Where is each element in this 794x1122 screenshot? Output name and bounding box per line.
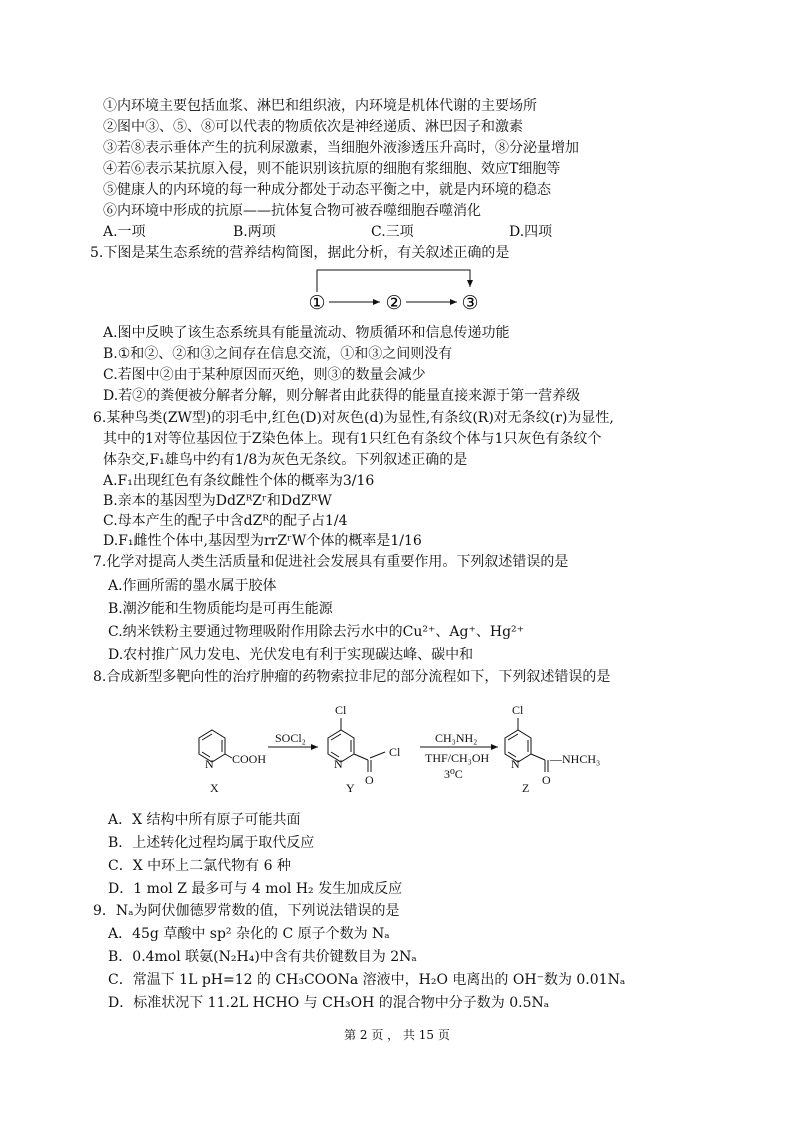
q9-option-b: B．0.4mol 联氨(N₂H₄)中含有共价键数目为 2Nₐ bbox=[108, 949, 417, 965]
q4-option-d: D.四项 bbox=[509, 224, 553, 240]
q4-option-a: A.一项 bbox=[103, 224, 146, 240]
q4-item-4: ④若⑥表示某抗原入侵，则不能识别该抗原的细胞有浆细胞、效应T细胞等 bbox=[103, 161, 561, 177]
q4-option-c: C.三项 bbox=[371, 224, 414, 240]
q7-option-a: A.作画所需的墨水属于胶体 bbox=[108, 578, 277, 594]
q8-stem: 8.合成新型多靶向性的治疗肿瘤的药物索拉非尼的部分流程如下，下列叙述错误的是 bbox=[93, 669, 611, 685]
x-label: X bbox=[210, 781, 219, 795]
page-footer: 第 2 页 ， 共 15 页 bbox=[344, 1028, 450, 1042]
q5-stem: 5.下图是某生态系统的营养结构简图，据此分析，有关叙述正确的是 bbox=[90, 245, 510, 261]
q6-option-b: B.亲本的基因型为DdZᴿZʳ和DdZᴿW bbox=[103, 493, 332, 509]
q9-option-a: A．45g 草酸中 sp² 杂化的 C 原子个数为 Nₐ bbox=[108, 926, 390, 942]
y-o-atom: O bbox=[365, 773, 374, 787]
q8-option-b: B．上述转化过程均属于取代反应 bbox=[108, 835, 315, 851]
x-carboxyl-bond bbox=[225, 754, 232, 758]
y-label: Y bbox=[346, 781, 355, 795]
reagent-socl2: SOCl₂ bbox=[275, 731, 306, 745]
q9-option-d: D．标准状况下 11.2L HCHO 与 CH₃OH 的混合物中分子数为 0.5Nₐ bbox=[108, 995, 550, 1011]
q4-item-2: ②图中③、⑤、⑧可以代表的物质依次是神经递质、淋巴因子和激素 bbox=[103, 119, 523, 135]
q9-option-c: C．常温下 1L pH=12 的 CH₃COONa 溶液中，H₂O 电离出的 OH⁻数为 0.01Nₐ bbox=[108, 972, 626, 988]
q6-stem-line3: 体杂交,F₁雄鸟中约有1/8为灰色无条纹。下列叙述正确的是 bbox=[103, 452, 468, 468]
q7-option-c: C.纳米铁粉主要通过物理吸附作用除去污水中的Cu²⁺、Ag⁺、Hg²⁺ bbox=[108, 624, 525, 640]
z-n-atom: N bbox=[511, 757, 520, 771]
q5-option-c: C.若图中②由于某种原因而灭绝，则③的数量会减少 bbox=[103, 367, 426, 383]
reaction-scheme bbox=[180, 690, 630, 800]
x-cooh-group: COOH bbox=[232, 752, 267, 766]
q9-stem: 9．Nₐ为阿伏伽德罗常数的值，下列说法错误的是 bbox=[93, 903, 400, 919]
q6-stem-line1: 6.某种鸟类(ZW型)的羽毛中,红色(D)对灰色(d)为显性,有条纹(R)对无条纹(r)为显性, bbox=[93, 410, 614, 426]
z-o-atom: O bbox=[542, 773, 551, 787]
q8-option-d: D．1 mol Z 最多可与 4 mol H₂ 发生加成反应 bbox=[108, 881, 403, 897]
q6-stem-line2: 其中的1对等位基因位于Z染色体上。现有1只红色有条纹个体与1只灰色有条纹个 bbox=[103, 431, 602, 447]
y-cl-atom: Cl bbox=[335, 703, 347, 717]
q6-option-d: D.F₁雌性个体中,基因型为rrZʳW个体的概率是1/16 bbox=[103, 533, 422, 549]
q5-option-a: A.图中反映了该生态系统具有能量流动、物质循环和信息传递功能 bbox=[103, 325, 510, 341]
reagent-solvent: THF/CH₃OH bbox=[425, 751, 490, 765]
q5-option-d: D.若②的粪便被分解者分解，则分解者由此获得的能量直接来源于第一营养级 bbox=[103, 388, 581, 404]
q8-option-c: C．X 中环上二氯代物有 6 种 bbox=[108, 858, 291, 874]
node-1: ① bbox=[308, 293, 326, 314]
q4-item-5: ⑤健康人的内环境的每一种成分都处于动态平衡之中，就是内环境的稳态 bbox=[103, 182, 551, 198]
reagent-ch3nh2: CH₃NH₂ bbox=[435, 731, 478, 745]
q6-option-a: A.F₁出现红色有条纹雌性个体的概率为3/16 bbox=[103, 473, 375, 489]
q8-option-a: A．X 结构中所有原子可能共面 bbox=[108, 812, 301, 828]
z-label: Z bbox=[522, 781, 530, 795]
reagent-temperature: 3⁰C bbox=[444, 767, 463, 781]
q7-option-d: D.农村推广风力发电、光伏发电有利于实现碳达峰、碳中和 bbox=[108, 647, 474, 663]
q5-option-b: B.①和②、②和③之间存在信息交流，①和③之间则没有 bbox=[103, 346, 453, 362]
food-chain-diagram bbox=[300, 264, 500, 316]
z-amide-group: —NHCH₃ bbox=[550, 752, 601, 766]
q4-options bbox=[103, 222, 552, 242]
q7-option-b: B.潮汐能和生物质能均是可再生能源 bbox=[108, 601, 333, 617]
q4-item-3: ③若⑧表示垂体产生的抗利尿激素，当细胞外液渗透压升高时，⑧分泌量增加 bbox=[103, 140, 579, 156]
z-cl-atom: Cl bbox=[512, 703, 524, 717]
arrow-1-to-3 bbox=[317, 270, 470, 292]
q6-option-c: C.母本产生的配子中含dZᴿ的配子占1/4 bbox=[103, 513, 348, 529]
q4-item-6: ⑥内环境中形成的抗原——抗体复合物可被吞噬细胞吞噬消化 bbox=[103, 203, 481, 219]
node-2: ② bbox=[385, 293, 403, 314]
y-acyl-cl: Cl bbox=[389, 745, 401, 759]
node-3: ③ bbox=[461, 293, 479, 314]
q4-item-1: ①内环境主要包括血浆、淋巴和组织液，内环境是机体代谢的主要场所 bbox=[103, 98, 537, 114]
q4-option-b: B.两项 bbox=[233, 224, 276, 240]
x-n-atom: N bbox=[205, 757, 214, 771]
y-n-atom: N bbox=[334, 757, 343, 771]
q7-stem: 7.化学对提高人类生活质量和促进社会发展具有重要作用。下列叙述错误的是 bbox=[93, 554, 569, 570]
